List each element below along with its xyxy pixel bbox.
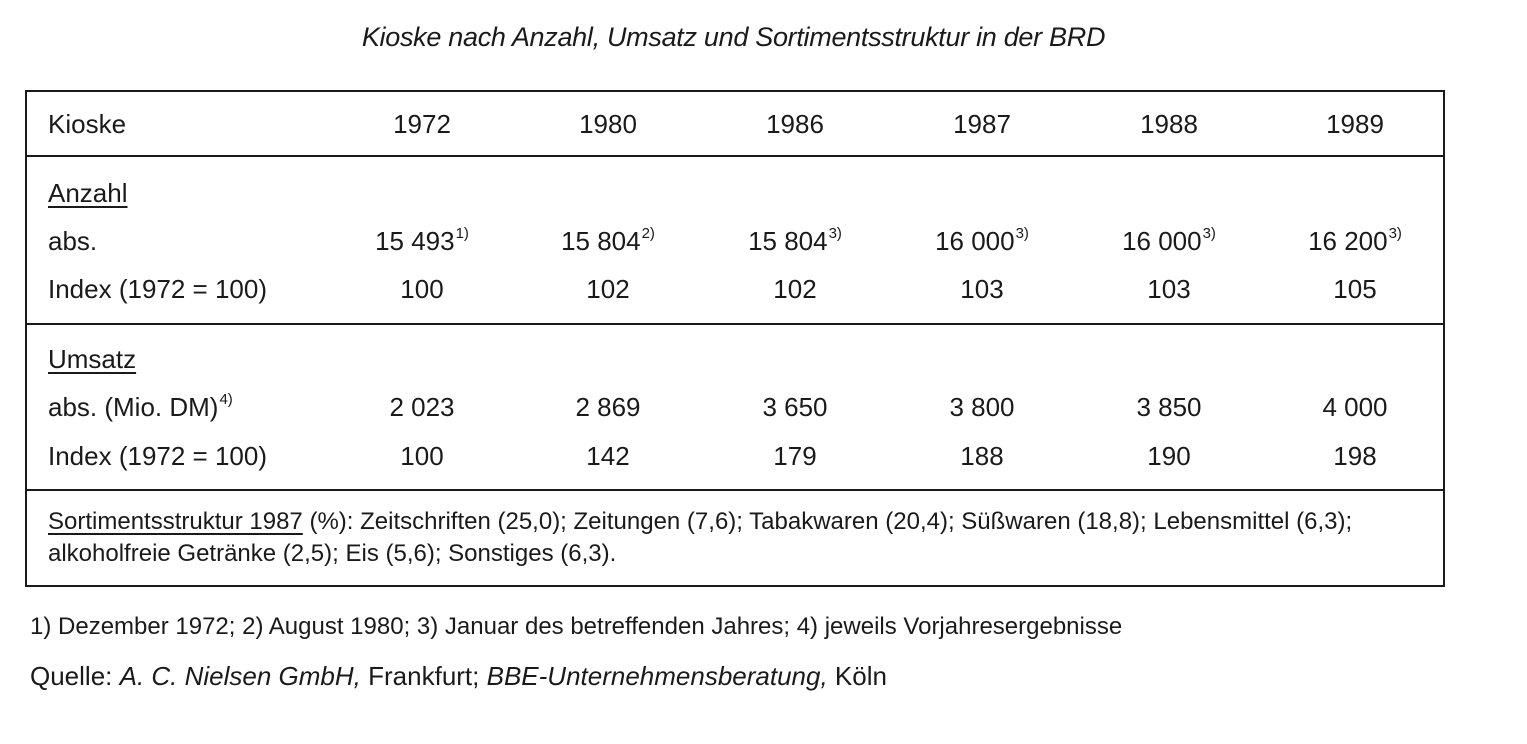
- value-cell: 2 869: [575, 392, 641, 422]
- footnote-ref: 4): [219, 391, 233, 408]
- year-header: 1986: [766, 109, 824, 139]
- value-cell: 102: [586, 274, 630, 304]
- value-cell: 142: [586, 441, 630, 471]
- value-cell: 100: [400, 441, 444, 471]
- value-cell: 3 650: [762, 392, 828, 422]
- sortiment-text: (%): Zeitschriften (25,0); Zeitungen (7,6); Tabakwaren (20,4); Süßwaren (18,8); Lebensmittel (6,3); alkoholfreie Getränke (2,5); Eis (5,6); Sonstiges (6,3).: [48, 508, 1353, 567]
- value-cell: 100: [400, 274, 444, 304]
- value-cell: 179: [773, 441, 817, 471]
- row-label: Index (1972 = 100): [48, 441, 267, 471]
- value-cell: 105: [1333, 274, 1377, 304]
- table-title: Kioske nach Anzahl, Umsatz und Sortimentsstruktur in der BRD: [361, 22, 1106, 52]
- section-heading: Sortimentsstruktur 1987: [48, 508, 303, 535]
- value-cell: 4 000: [1322, 392, 1388, 422]
- anzahl-abs-row: [27, 221, 1443, 261]
- value-cell: 3 850: [1136, 392, 1202, 422]
- row-label: Index (1972 = 100): [48, 274, 267, 304]
- footnote-ref: 3): [828, 225, 842, 242]
- footnote-ref: 2): [641, 225, 655, 242]
- data-table: [25, 90, 1445, 587]
- footnote-ref: 3): [1388, 225, 1402, 242]
- value-cell: 102: [773, 274, 817, 304]
- divider: [27, 489, 1443, 491]
- footnote-ref: 1): [455, 225, 469, 242]
- header-label: Kioske: [48, 109, 127, 139]
- year-header: 1989: [1326, 109, 1384, 139]
- divider: [27, 323, 1443, 325]
- source-org: A. C. Nielsen GmbH,: [119, 661, 361, 691]
- header-row: [27, 104, 1443, 144]
- umsatz-index-row: [27, 436, 1443, 476]
- value-cell: 15 493$^{1)}$: [375, 225, 469, 256]
- value-cell: 103: [1147, 274, 1191, 304]
- row-label: abs.: [48, 226, 98, 256]
- year-header: 1988: [1140, 109, 1198, 139]
- source-org: BBE-Unternehmensberatung,: [486, 661, 828, 691]
- umsatz-heading-row: [27, 339, 1443, 379]
- footnote-ref: 3): [1015, 225, 1029, 242]
- value-cell: 3 800: [949, 392, 1015, 422]
- value-cell: 16 000$^{3)}$: [1122, 225, 1216, 256]
- row-label: abs. (Mio. DM)$^{4)}$: [48, 391, 233, 422]
- section-heading: Anzahl: [48, 178, 128, 208]
- value-cell: 16 000$^{3)}$: [935, 225, 1029, 256]
- umsatz-abs-row: [27, 387, 1443, 427]
- value-cell: 16 200$^{3)}$: [1308, 225, 1402, 256]
- value-cell: 190: [1147, 441, 1191, 471]
- sortiment-note: [48, 506, 1428, 570]
- footnote-ref: 3): [1202, 225, 1216, 242]
- section-heading: Umsatz: [48, 344, 137, 374]
- anzahl-index-row: [27, 269, 1443, 309]
- year-header: 1987: [953, 109, 1011, 139]
- year-header: 1972: [393, 109, 451, 139]
- value-cell: 198: [1333, 441, 1377, 471]
- anzahl-heading-row: [27, 173, 1443, 213]
- value-cell: 188: [960, 441, 1004, 471]
- value-cell: 15 804$^{3)}$: [748, 225, 842, 256]
- year-header: 1980: [579, 109, 637, 139]
- source-line: Quelle: A. C. Nielsen GmbH, Frankfurt; BBE-Unternehmensberatung, Köln: [30, 661, 887, 691]
- value-cell: 103: [960, 274, 1004, 304]
- value-cell: 15 804$^{2)}$: [561, 225, 655, 256]
- divider: [27, 155, 1443, 157]
- footnotes: 1) Dezember 1972; 2) August 1980; 3) Januar des betreffenden Jahres; 4) jeweils Vorjahresergebnisse: [30, 613, 1123, 640]
- value-cell: 2 023: [389, 392, 455, 422]
